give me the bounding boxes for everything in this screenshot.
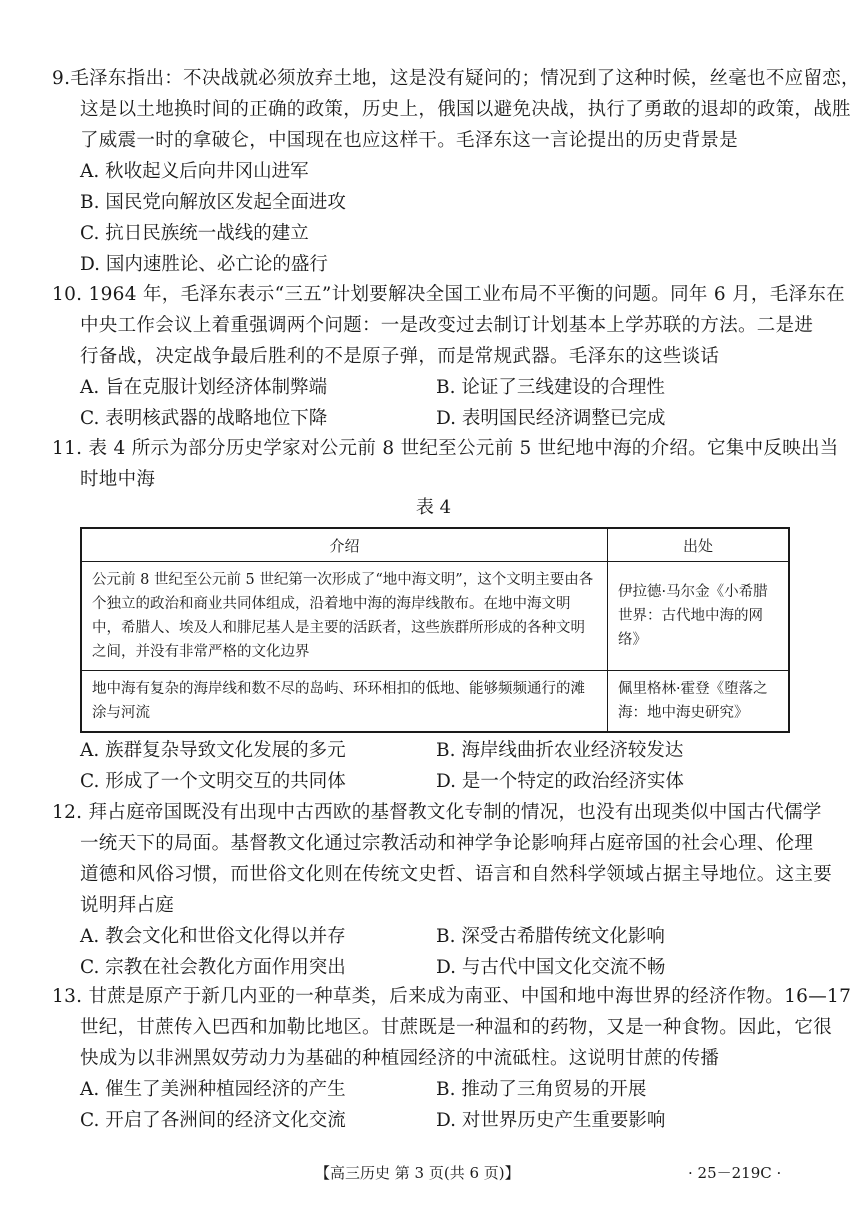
q9-option-c[interactable]: C. 抗日民族统一战线的建立: [80, 223, 309, 244]
table-4: [80, 527, 790, 733]
q9-stem-line-3: 了威震一时的拿破仑，中国现在也应这样干。毛泽东这一言论提出的历史背景是: [80, 130, 739, 151]
q12-option-c[interactable]: C. 宗教在社会教化方面作用突出: [80, 957, 346, 978]
table-cell-intro: 地中海有复杂的海岸线和数不尽的岛屿、环环相扣的低地、能够频频通行的滩涂与河流: [81, 671, 608, 733]
q9-stem-line-1: 9.毛泽东指出：不决战就必须放弃土地，这是没有疑问的；情况到了这种时候，丝毫也不应留恋，: [52, 68, 860, 89]
q13-option-d[interactable]: D. 对世界历史产生重要影响: [436, 1110, 666, 1131]
q12-option-d[interactable]: D. 与古代中国文化交流不畅: [436, 957, 666, 978]
q13-options-row-2: [52, 1105, 792, 1136]
question-10: [52, 279, 845, 434]
exam-code: · 25－219C ·: [688, 1164, 782, 1182]
q10-options-row-1: [52, 372, 792, 403]
q12-option-b[interactable]: B. 深受古希腊传统文化影响: [436, 926, 665, 947]
q13-options-row-1: [52, 1074, 792, 1105]
q10-options-row-2: [52, 403, 792, 434]
question-9: [52, 63, 860, 280]
page-number-label: 【高三历史 第 3 页(共 6 页)】: [315, 1164, 520, 1182]
q12-stem-line-2: 一统天下的局面。基督教文化通过宗教活动和神学争论影响拜占庭帝国的社会心理、伦理: [80, 833, 814, 854]
q13-stem-line-2: 世纪，甘蔗传入巴西和加勒比地区。甘蔗既是一种温和的药物，又是一种食物。因此，它很: [80, 1017, 833, 1038]
q10-option-d[interactable]: D. 表明国民经济调整已完成: [436, 408, 666, 429]
q12-options-row-1: [52, 921, 792, 952]
q12-options-row-2: [52, 952, 792, 983]
q11-stem-line-2: 时地中海: [80, 469, 156, 490]
q10-stem-line-2: 中央工作会议上着重强调两个问题：一是改变过去制订计划基本上学苏联的方法。二是进: [80, 315, 814, 336]
q11-option-c[interactable]: C. 形成了一个文明交互的共同体: [80, 771, 346, 792]
table-row: [81, 671, 789, 733]
q10-stem-line-1: 10. 1964 年，毛泽东表示“三五”计划要解决全国工业布局不平衡的问题。同年 6 月，毛泽东在: [52, 284, 845, 305]
question-13: [52, 981, 852, 1136]
q10-stem-line-3: 行备战，决定战争最后胜利的不是原子弹，而是常规武器。毛泽东的这些谈话: [80, 346, 720, 367]
q9-option-b[interactable]: B. 国民党向解放区发起全面进攻: [80, 192, 346, 213]
q9-option-a[interactable]: A. 秋收起义后向井冈山进军: [80, 161, 309, 182]
q10-option-a[interactable]: A. 旨在克服计划经济体制弊端: [80, 377, 328, 398]
q13-option-b[interactable]: B. 推动了三角贸易的开展: [436, 1079, 647, 1100]
table-cell-source: 伊拉德·马尔金《小希腊世界：古代地中海的网络》: [608, 562, 790, 671]
q11-option-b[interactable]: B. 海岸线曲折农业经济较发达: [436, 740, 684, 761]
question-11-options: [52, 735, 792, 797]
table-header-intro: 介绍: [81, 528, 608, 562]
q12-stem-line-1: 12. 拜占庭帝国既没有出现中古西欧的基督教文化专制的情况，也没有出现类似中国古代儒学: [52, 802, 822, 823]
q13-option-a[interactable]: A. 催生了美洲种植园经济的产生: [80, 1079, 346, 1100]
q12-option-a[interactable]: A. 教会文化和世俗文化得以并存: [80, 926, 346, 947]
q11-option-d[interactable]: D. 是一个特定的政治经济实体: [436, 771, 684, 792]
question-11: [52, 433, 839, 495]
q9-stem-line-2: 这是以土地换时间的正确的政策，历史上，俄国以避免决战，执行了勇敢的退却的政策，战胜: [80, 99, 851, 120]
q13-stem-line-1: 13. 甘蔗是原产于新几内亚的一种草类，后来成为南亚、中国和地中海世界的经济作物。16—17: [52, 986, 852, 1007]
q13-stem-line-3: 快成为以非洲黑奴劳动力为基础的种植园经济的中流砥柱。这说明甘蔗的传播: [80, 1048, 720, 1069]
q12-stem-line-3: 道德和风俗习惯，而世俗文化则在传统文史哲、语言和自然科学领域占据主导地位。这主要: [80, 864, 833, 885]
table-row: [81, 562, 789, 671]
q11-stem-line-1: 11. 表 4 所示为部分历史学家对公元前 8 世纪至公元前 5 世纪地中海的介绍。它集中反映出当: [52, 438, 839, 459]
q13-option-c[interactable]: C. 开启了各洲间的经济文化交流: [80, 1110, 346, 1131]
question-12: [52, 797, 833, 983]
table-4-title: 表 4: [415, 497, 452, 518]
table-header-row: [81, 528, 789, 562]
q11-option-a[interactable]: A. 族群复杂导致文化发展的多元: [80, 740, 346, 761]
q10-option-c[interactable]: C. 表明核武器的战略地位下降: [80, 408, 328, 429]
q12-stem-line-4: 说明拜占庭: [80, 895, 175, 916]
table-cell-intro: 公元前 8 世纪至公元前 5 世纪第一次形成了“地中海文明”，这个文明主要由各个独立的政治和商业共同体组成，沿着地中海的海岸线散布。在地中海文明中，希腊人、埃及人和腓尼基人是主要的活跃者，这些族群所形成的各种文明之间，并没有非常严格的文化边界: [81, 562, 608, 671]
q10-option-b[interactable]: B. 论证了三线建设的合理性: [436, 377, 665, 398]
table-header-source: 出处: [608, 528, 790, 562]
table-cell-source: 佩里格林·霍登《堕落之海：地中海史研究》: [608, 671, 790, 733]
q11-options-row-2: [52, 766, 792, 797]
q11-options-row-1: [52, 735, 792, 766]
q9-option-d[interactable]: D. 国内速胜论、必亡论的盛行: [80, 254, 328, 275]
